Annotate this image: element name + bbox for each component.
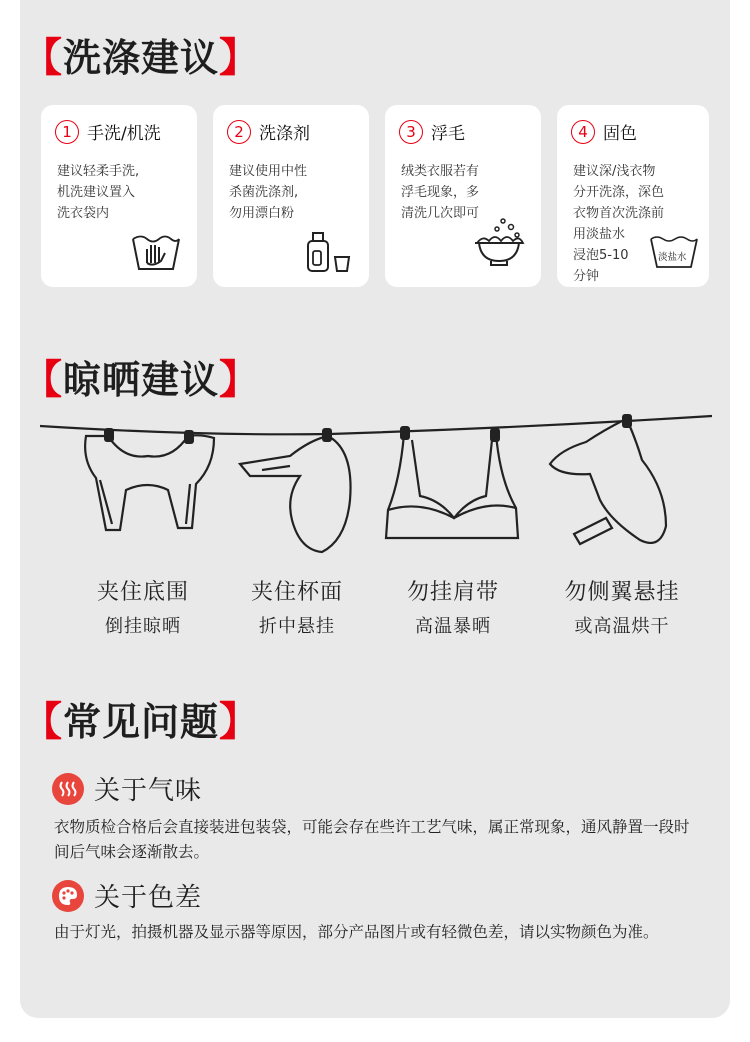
section-title-faq: 【 常见问题 】 xyxy=(22,699,261,745)
drying-item-2: 夹住杯面 折中悬挂 xyxy=(250,580,343,637)
palette-icon xyxy=(52,880,84,912)
faq-color-text: 由于灯光，拍摄机器及显示器等原因，部分产品图片或有轻微色差，请以实物颜色为准。 xyxy=(54,923,659,941)
detergent-icon xyxy=(305,229,355,273)
bra-hanging-cup-icon xyxy=(240,436,351,552)
step-number: 4 xyxy=(571,120,595,144)
card-desc: 建议使用中性 杀菌洗涤剂, 勿用漂白粉 xyxy=(229,164,308,221)
faq-color-heading: 关于色差 xyxy=(52,877,202,914)
heat-waves-icon xyxy=(52,773,84,805)
bra-hanging-wing-icon xyxy=(550,420,666,544)
drying-item-1: 夹住底围 倒挂晾晒 xyxy=(96,580,189,637)
card-desc: 绒类衣服若有 浮毛现象，多 清洗几次即可 xyxy=(401,164,480,221)
basin-bubbles-icon xyxy=(473,217,527,271)
card-title: 洗涤剂 xyxy=(259,124,310,144)
section-title-drying: 【 晾晒建议 】 xyxy=(22,357,261,403)
wash-card-hand-wash xyxy=(41,105,197,287)
bra-hanging-strap-icon xyxy=(386,434,518,538)
step-number: 3 xyxy=(399,120,423,144)
bra-hanging-band-icon xyxy=(85,435,214,530)
step-number: 1 xyxy=(55,120,79,144)
faq-odor-text: 衣物质检合格后会直接装进包装袋，可能会存在些许工艺气味，属正常现象，通风静置一段时间后气味会逐渐散去。 xyxy=(54,818,690,861)
card-title: 浮毛 xyxy=(431,124,465,144)
salt-water-basin-icon xyxy=(649,235,699,269)
card-title: 手洗/机洗 xyxy=(87,124,161,144)
step-number: 2 xyxy=(227,120,251,144)
section-title-washing: 【 洗涤建议 】 xyxy=(22,35,261,81)
faq-odor-heading: 关于气味 xyxy=(52,770,202,807)
drying-item-4: 勿侧翼悬挂 或高温烘干 xyxy=(564,580,680,637)
clothesline-illustration xyxy=(0,400,750,570)
card-desc: 建议轻柔手洗, 机洗建议置入 洗衣袋内 xyxy=(57,164,140,221)
card-desc: 建议深/浅衣物 分开洗涤，深色 衣物首次洗涤前 用淡盐水 浸泡5-10 分钟 xyxy=(573,164,665,284)
wash-card-colorfast xyxy=(557,105,709,287)
hand-wash-icon xyxy=(131,233,181,273)
drying-item-3: 勿挂肩带 高温暴晒 xyxy=(406,580,499,637)
card-title: 固色 xyxy=(603,124,637,144)
wash-card-lint xyxy=(385,105,541,287)
wash-card-detergent xyxy=(213,105,369,287)
salt-water-label: 淡盐水 xyxy=(658,252,687,263)
